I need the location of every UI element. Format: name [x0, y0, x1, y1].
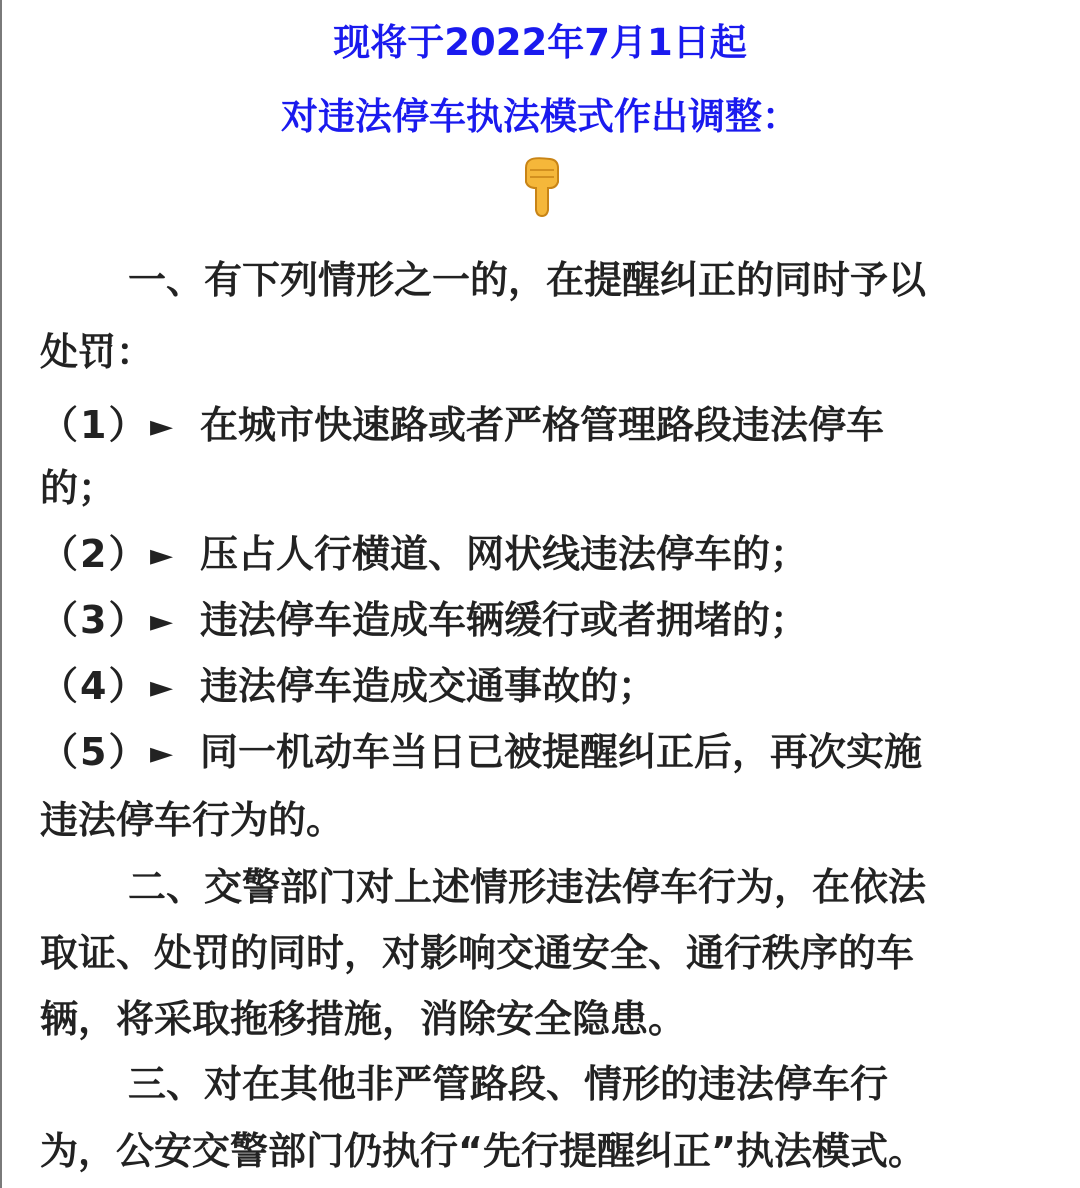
item-text-cont: 违法停车行为的。 [40, 798, 345, 842]
list-item [40, 588, 1040, 654]
item-text-cont: 的； [40, 466, 117, 510]
list-item [40, 654, 1040, 720]
section3-paragraph: 三、对在其他非严管路段、情形的违法停车行 [128, 1062, 889, 1106]
item-text: 在城市快速路或者严格管理路段违法停车 [200, 403, 885, 447]
arrow-bullet-icon: ► [150, 409, 174, 444]
item-text: 压占人行横道、网状线违法停车的； [200, 532, 809, 576]
heading-adjustment-line: 对违法停车执法模式作出调整： [281, 95, 799, 138]
section1-intro-cont: 处罚： [40, 330, 155, 374]
list-item [40, 720, 1040, 786]
list-item [40, 522, 1040, 588]
item-number: （5） [40, 730, 149, 774]
item-number: （4） [40, 664, 149, 708]
item-text: 违法停车造成车辆缓行或者拥堵的； [200, 598, 809, 642]
item-number: （1） [40, 403, 149, 447]
pointing-down-hand-icon [520, 156, 566, 218]
arrow-bullet-icon: ► [150, 538, 174, 573]
section3-paragraph-cont: 为，公安交警部门仍执行“先行提醒纠正”执法模式。 [40, 1129, 926, 1173]
arrow-bullet-icon: ► [150, 736, 174, 771]
arrow-bullet-icon: ► [150, 670, 174, 705]
item-text: 同一机动车当日已被提醒纠正后，再次实施 [200, 730, 923, 774]
list-item [40, 393, 1040, 459]
item-number: （3） [40, 598, 149, 642]
heading-date-line: 现将于2022年7月1日起 [333, 21, 747, 64]
arrow-bullet-icon: ► [150, 604, 174, 639]
section2-paragraph: 二、交警部门对上述情形违法停车行为，在依法 [128, 865, 927, 909]
section2-paragraph-cont: 取证、处罚的同时，对影响交通安全、通行秩序的车 [40, 931, 915, 975]
left-border [0, 0, 2, 1188]
item-number: （2） [40, 532, 149, 576]
item-text: 违法停车造成交通事故的； [200, 664, 657, 708]
section2-paragraph-cont: 辆，将采取拖移措施，消除安全隐患。 [40, 997, 687, 1041]
section1-intro: 一、有下列情形之一的，在提醒纠正的同时予以 [128, 258, 927, 302]
